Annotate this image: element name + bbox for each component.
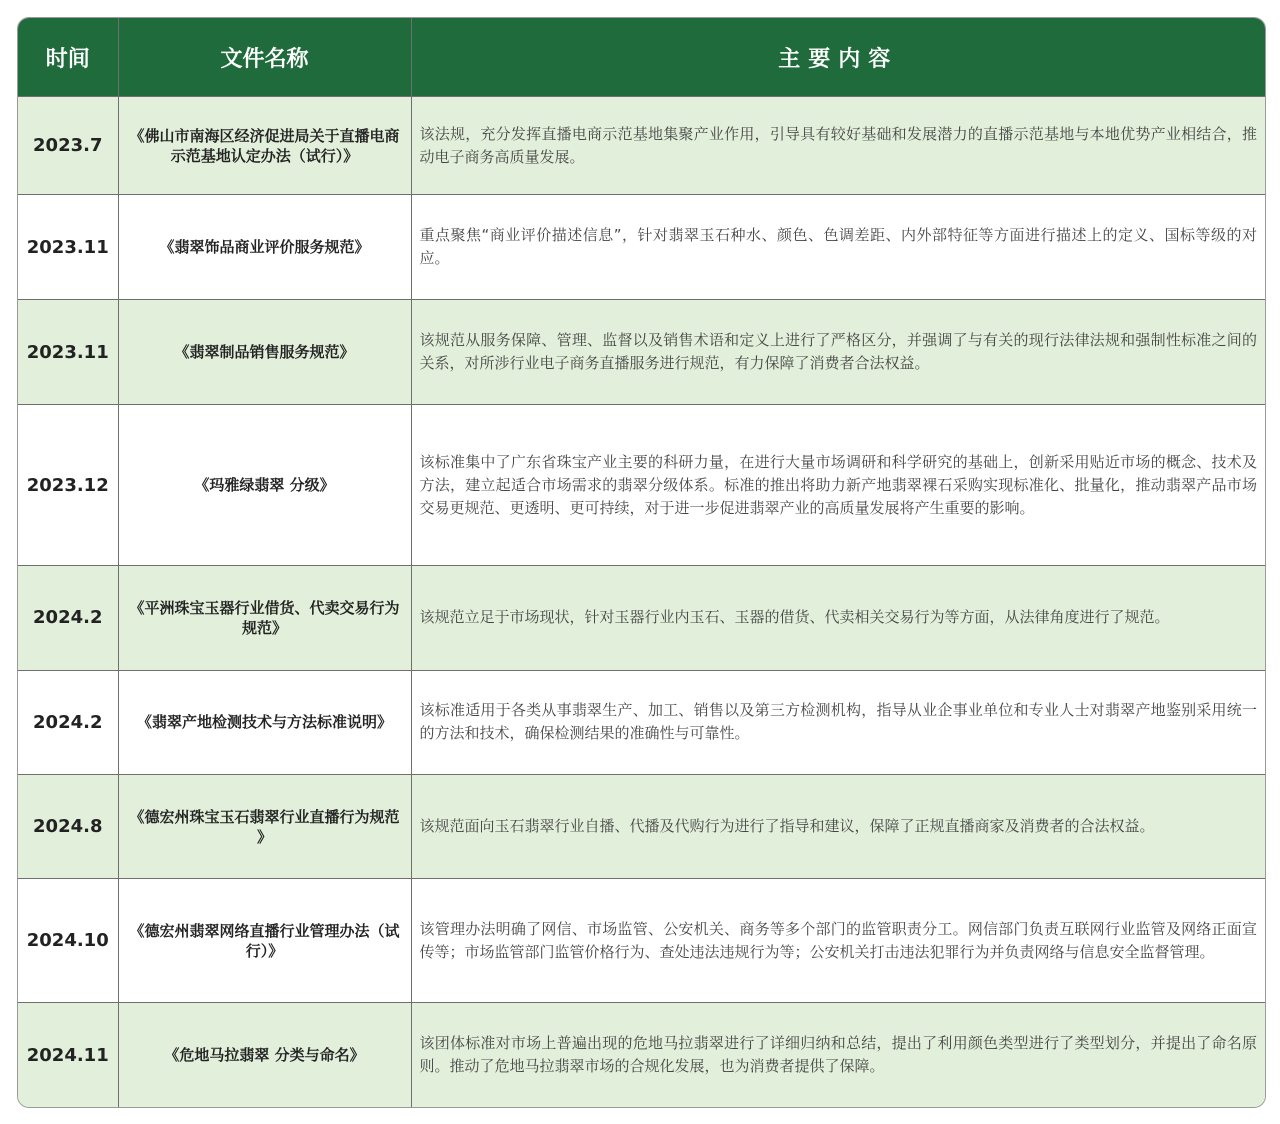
- table-row: [18, 195, 1265, 300]
- row-date: 2024.11: [18, 1003, 118, 1107]
- header-content: 主要内容: [411, 18, 1265, 97]
- row-content: 该管理办法明确了网信、市场监管、公安机关、商务等多个部门的监管职责分工。网信部门负责互联网行业监管及网络正面宣传等；市场监管部门监管价格行为、查处违法违规行为等；公安机关打击违法犯罪行为并负责网络与信息安全监督管理。: [411, 879, 1265, 1003]
- row-content: 重点聚焦“商业评价描述信息”，针对翡翠玉石种水、颜色、色调差距、内外部特征等方面进行描述上的定义、国标等级的对应。: [411, 195, 1265, 300]
- row-date: 2023.12: [18, 405, 118, 565]
- policy-table-container: [17, 17, 1266, 1108]
- row-file-name: 《德宏州翡翠网络直播行业管理办法（试行）》: [118, 879, 411, 1003]
- row-date: 2024.10: [18, 879, 118, 1003]
- row-date: 2024.8: [18, 774, 118, 878]
- table-row: [18, 879, 1265, 1003]
- row-file-name: 《翡翠产地检测技术与方法标准说明》: [118, 670, 411, 774]
- row-file-name: 《平洲珠宝玉器行业借货、代卖交易行为规范》: [118, 565, 411, 670]
- header-file-name: 文件名称: [118, 18, 411, 97]
- row-file-name: 《玛雅绿翡翠 分级》: [118, 405, 411, 565]
- table-row: [18, 300, 1265, 405]
- table-row: [18, 97, 1265, 195]
- table-row: [18, 1003, 1265, 1107]
- row-file-name: 《翡翠饰品商业评价服务规范》: [118, 195, 411, 300]
- row-content: 该团体标准对市场上普遍出现的危地马拉翡翠进行了详细归纳和总结，提出了利用颜色类型进行了类型划分，并提出了命名原则。推动了危地马拉翡翠市场的合规化发展，也为消费者提供了保障。: [411, 1003, 1265, 1107]
- header-time: 时间: [18, 18, 118, 97]
- row-file-name: 《翡翠制品销售服务规范》: [118, 300, 411, 405]
- row-content: 该规范立足于市场现状，针对玉器行业内玉石、玉器的借货、代卖相关交易行为等方面，从法律角度进行了规范。: [411, 565, 1265, 670]
- row-file-name: 《佛山市南海区经济促进局关于直播电商示范基地认定办法（试行）》: [118, 97, 411, 195]
- table-row: [18, 565, 1265, 670]
- row-date: 2023.7: [18, 97, 118, 195]
- row-content: 该法规，充分发挥直播电商示范基地集聚产业作用，引导具有较好基础和发展潜力的直播示范基地与本地优势产业相结合，推动电子商务高质量发展。: [411, 97, 1265, 195]
- row-content: 该标准适用于各类从事翡翠生产、加工、销售以及第三方检测机构，指导从业企事业单位和专业人士对翡翠产地鉴别采用统一的方法和技术，确保检测结果的准确性与可靠性。: [411, 670, 1265, 774]
- table-row: [18, 405, 1265, 565]
- row-content: 该规范面向玉石翡翠行业自播、代播及代购行为进行了指导和建议，保障了正规直播商家及消费者的合法权益。: [411, 774, 1265, 878]
- row-date: 2024.2: [18, 670, 118, 774]
- row-date: 2023.11: [18, 195, 118, 300]
- row-file-name: 《危地马拉翡翠 分类与命名》: [118, 1003, 411, 1107]
- row-file-name: 《德宏州珠宝玉石翡翠行业直播行为规范 》: [118, 774, 411, 878]
- row-content: 该标准集中了广东省珠宝产业主要的科研力量，在进行大量市场调研和科学研究的基础上，创新采用贴近市场的概念、技术及方法，建立起适合市场需求的翡翠分级体系。标准的推出将助力新产地翡翠裸石采购实现标准化、批量化，推动翡翠产品市场交易更规范、更透明、更可持续，对于进一步促进翡翠产业的高质量发展将产生重要的影响。: [411, 405, 1265, 565]
- row-date: 2023.11: [18, 300, 118, 405]
- row-content: 该规范从服务保障、管理、监督以及销售术语和定义上进行了严格区分，并强调了与有关的现行法律法规和强制性标准之间的关系，对所涉行业电子商务直播服务进行规范，有力保障了消费者合法权益。: [411, 300, 1265, 405]
- row-date: 2024.2: [18, 565, 118, 670]
- policy-table: [18, 18, 1265, 1107]
- table-header-row: [18, 18, 1265, 97]
- table-row: [18, 670, 1265, 774]
- table-row: [18, 774, 1265, 878]
